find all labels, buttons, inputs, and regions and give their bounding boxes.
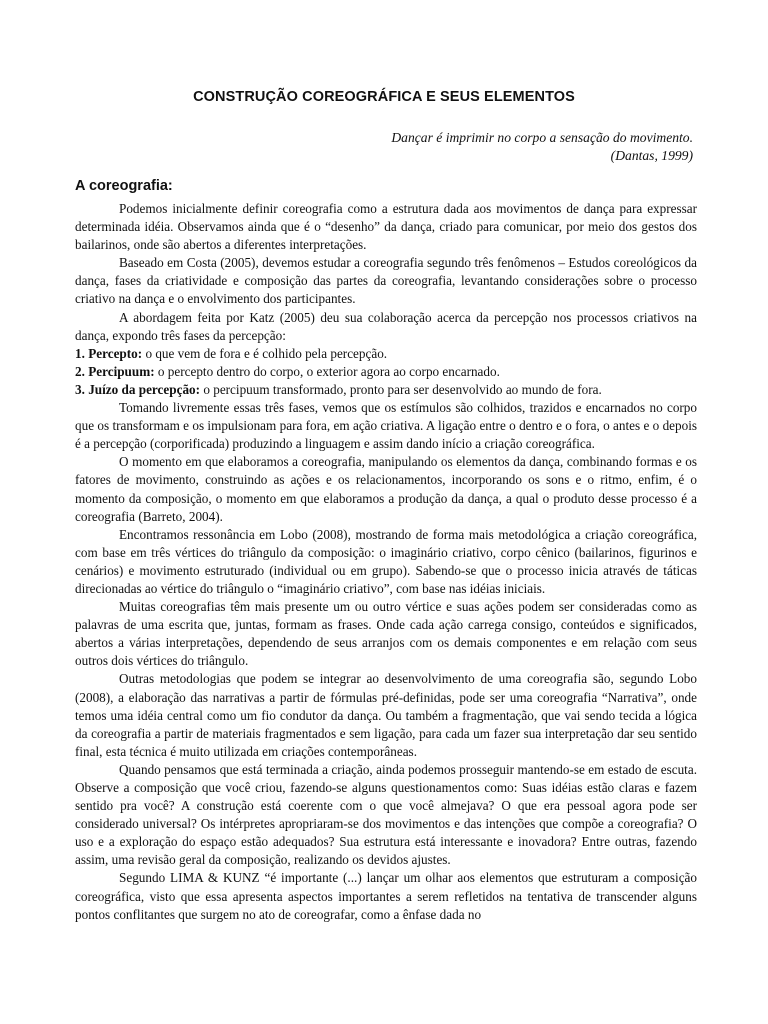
body-text (75, 200, 697, 924)
paragraph: O momento em que elaboramos a coreografia, manipulando os elementos da dança, combinando formas e os fatores de movimento, construindo as ações e os relacionamentos, incorporando os sons e o ritmo, enfim, é o momento da composição, o momento em que elaboramos a produção da dança, a qual o produto desse processo é a coreografia (Barreto, 2004). (75, 454, 697, 524)
list-item (75, 381, 697, 399)
paragraph: Outras metodologias que podem se integrar ao desenvolvimento de uma coreografia são, segundo Lobo (2008), a elaboração das narrativas a partir de fórmulas pré-definidas, pode ser uma coreografia “Narrativa”, onde temos uma idéia central como um fio condutor da dança. Ou também a fragmentação, que vai sendo tecida a lógica da coreografia a partir de materiais fragmentados e sem ligação, para cada um fazer sua interpretação dar seu sentido final, esta técnica é muito utilizada em criações contemporâneas. (75, 671, 697, 759)
epigraph-quote: Dançar é imprimir no corpo a sensação do movimento. (391, 130, 693, 145)
paragraph: Tomando livremente essas três fases, vemos que os estímulos são colhidos, trazidos e encarnados no corpo que os transformam e os impulsionam para fora, em ação criativa. A ligação entre o dentro e o fora, o antes e o depois é a percepção (corporificada) produzindo a linguagem e assim dando início a criação coreográfica. (75, 400, 697, 452)
epigraph-attribution: (Dantas, 1999) (610, 148, 693, 163)
list-item (75, 345, 697, 363)
list-item-text: o percepto dentro do corpo, o exterior agora ao corpo encarnado. (154, 363, 500, 379)
paragraph: A abordagem feita por Katz (2005) deu sua colaboração acerca da percepção nos processos criativos na dança, expondo três fases da percepção: (75, 309, 697, 343)
list-item-label: 1. Percepto: (75, 345, 143, 361)
paragraph: Baseado em Costa (2005), devemos estudar a coreografia segundo três fenômenos – Estudos coreológicos da dança, fases da criatividade e composição das partes da coreografia, levantando considerações sobre o processo criativo na dança e o envolvimento dos participantes. (75, 255, 697, 307)
list-item-text: o percipuum transformado, pronto para ser desenvolvido ao mundo de fora. (200, 381, 602, 397)
paragraph: Quando pensamos que está terminada a criação, ainda podemos prosseguir mantendo-se em estado de escuta. Observe a composição que você criou, fazendo-se alguns questionamentos como: Suas idéias estão claras e fazem sentido pra você? A construção está coerente com o que você almejava? O que era pessoal agora pode ser considerado universal? Os intérpretes apropriaram-se dos movimentos e das intenções que compõe a coreografia? O uso e a exploração do espaço estão adequados? Sua estrutura está interessante e inovadora? Entre outras, fazendo assim, uma revisão geral da composição, realizando os devidos ajustes. (75, 761, 697, 868)
paragraph: Encontramos ressonância em Lobo (2008), mostrando de forma mais metodológica a criação coreográfica, com base em três vértices do triângulo da composição: o imaginário criativo, corpo cênico (bailarinos, figurinos e cenários) e movimento estruturado (individual ou em grupo). Sabendo-se que o processo inicia através de táticas direcionadas ao vértice do triângulo o “imaginário criativo”, com base nas idéias iniciais. (75, 526, 697, 596)
list-item (75, 363, 697, 381)
document-title: CONSTRUÇÃO COREOGRÁFICA E SEUS ELEMENTOS (193, 89, 575, 105)
paragraph: Podemos inicialmente definir coreografia como a estrutura dada aos movimentos de dança para expressar determinada idéia. Observamos ainda que é o “desenho” da dança, criado para comunicar, por meio dos gestos dos bailarinos, onde são abertos a diferentes interpretações. (75, 201, 697, 253)
epigraph (391, 129, 693, 165)
list-item-text: o que vem de fora e é colhido pela percepção. (142, 345, 388, 361)
paragraph: Muitas coreografias têm mais presente um ou outro vértice e suas ações podem ser consideradas como as palavras de uma escrita que, juntas, formam as frases. Onde cada ação carrega consigo, conteúdos e significados, abertos a várias interpretações, dependendo de seus arranjos com os demais componentes e em relação com seus outros dois vértices do triângulo. (75, 599, 697, 669)
list-item-label: 2. Percipuum: (75, 363, 155, 379)
list-item-label: 3. Juízo da percepção: (75, 381, 201, 397)
paragraph: Segundo LIMA & KUNZ “é importante (...) lançar um olhar aos elementos que estruturam a composição coreográfica, visto que essa apresenta aspectos importantes a serem refletidos na tentativa de transcender alguns pontos conflitantes que surgem no ato de coreografar, como a ênfase dada no (75, 870, 697, 922)
section-heading: A coreografia: (75, 178, 173, 194)
